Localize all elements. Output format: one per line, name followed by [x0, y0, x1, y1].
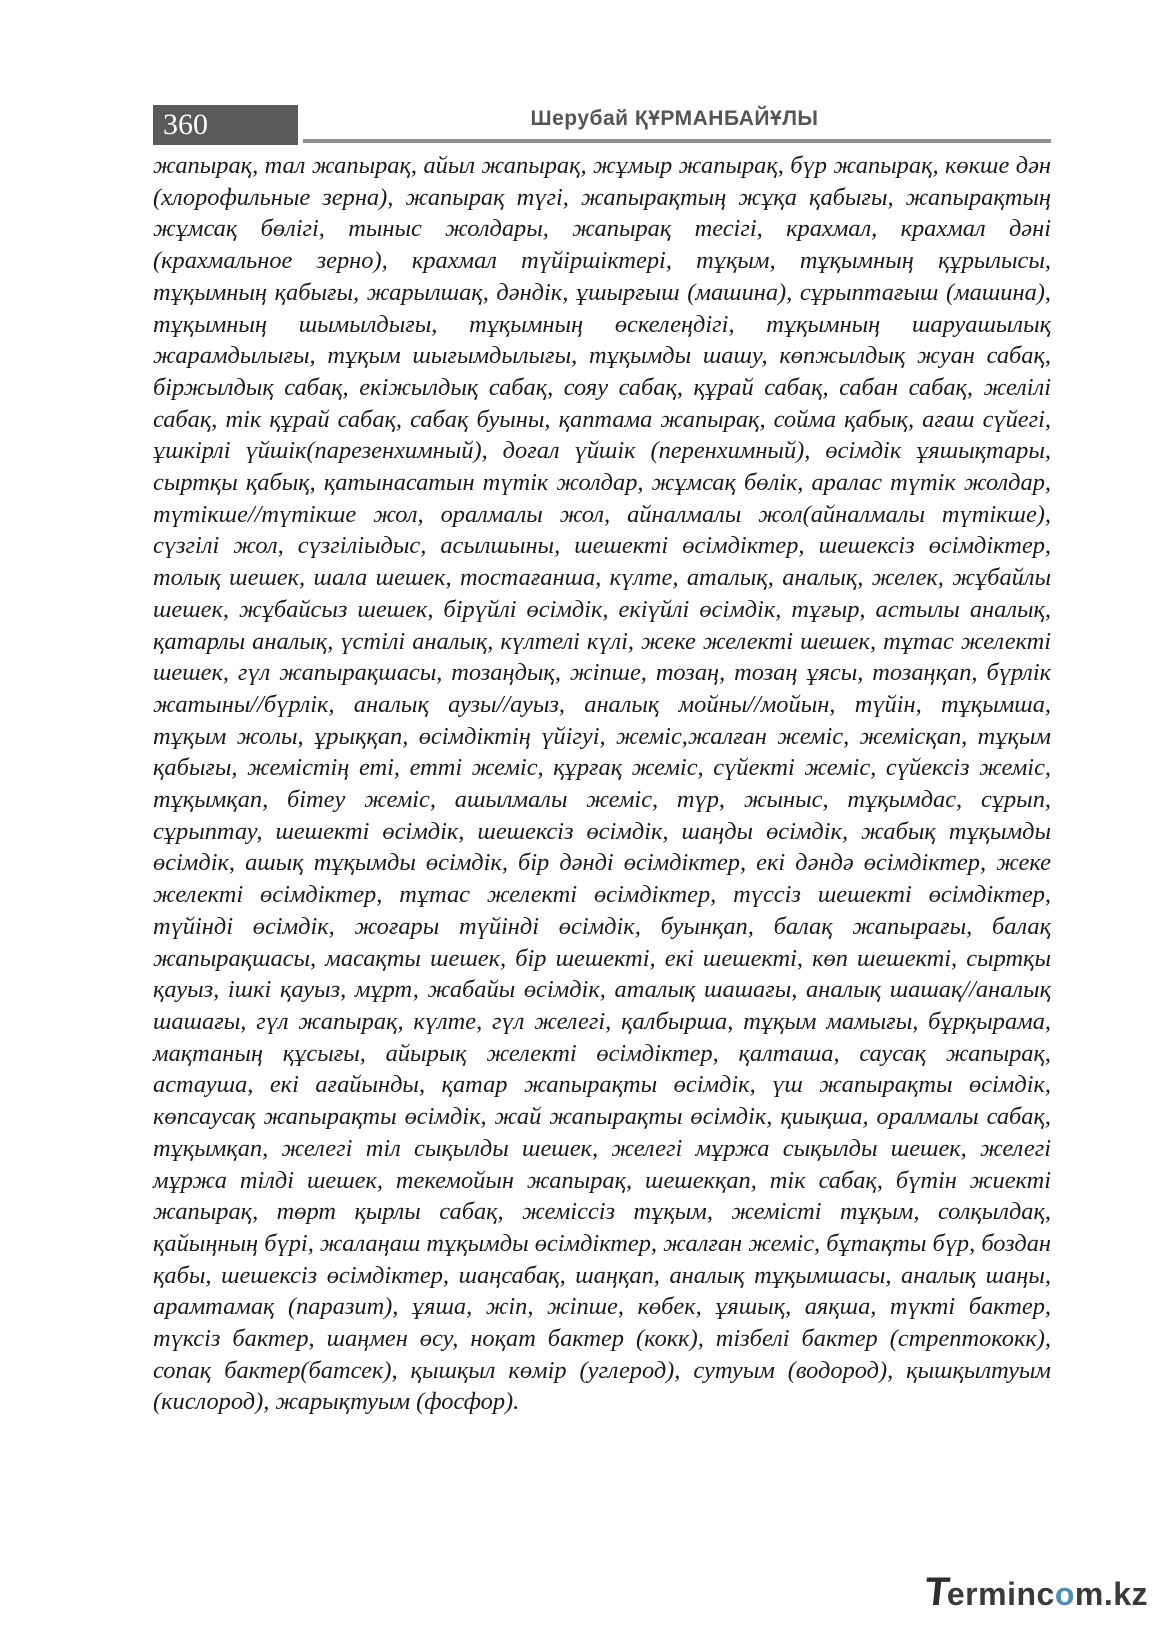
watermark-letter-t: T	[922, 1570, 953, 1614]
header-rule	[303, 139, 1051, 143]
watermark-part-2: c	[1036, 1576, 1055, 1612]
terminkom-watermark-logo	[922, 1570, 1148, 1615]
page-header	[153, 105, 1051, 145]
body-text: жапырақ, тал жапырақ, айыл жапырақ, жұмыр жапырақ, бүр жапырақ, көкше дән (хлорофильные зерна), жапырақ түгі, жапырақтың жұқа қабығы, жапырақтың жұмсақ бөлігі, тыныс жолдары, жапырақ тесігі, крахмал, крахмал дәні (крахмальное зерно), крахмал түйіршіктері, тұқым, тұқымның құрылысы, тұқымның қабығы, жарылшақ, дәндік, ұшырғыш (машина), сұрыптағыш (машина), тұқымның шымылдығы, тұқымның өскелеңдігі, тұқымның шаруашылық жарамдылығы, тұқым шығымдылығы, тұқымды шашу, көпжылдық жуан сабақ, біржылдық сабақ, екіжылдық сабақ, сояу сабақ, құрай сабақ, сабан сабақ, желілі сабақ, тік құрай сабақ, сабақ буыны, қаптама жапырақ, сойма қабық, ағаш сүйегі, ұшкірлі үйшік(парезенхимный), доғал үйшік (перенхимный), өсімдік ұяшықтары, сыртқы қабық, қатынасатын түтік жолдар, жұмсақ бөлік, аралас түтік жолдар, түтікше//түтікше жол, оралмалы жол, айналмалы жол(айналмалы түтікше), сүзгілі жол, сүзгіліыдыс, асылшыны, шешекті өсімдіктер, шешексіз өсімдіктер, толық шешек, шала шешек, тостағанша, күлте, аталық, аналық, желек, жұбайлы шешек, жұбайсыз шешек, бірүйлі өсімдік, екіүйлі өсімдік, тұғыр, астылы аналық, қатарлы аналық, үстілі аналық, күлтелі күлі, жеке желекті шешек, тұтас желекті шешек, гүл жапырақшасы, тозаңдық, жіпше, тозаң, тозаң ұясы, тозаңқап, бүрлік жатыны//бүрлік, аналық аузы//ауыз, аналық мойны//мойын, түйін, тұқымша, тұқым жолы, ұрыққап, өсімдіктің үйігуі, жеміс,жалған жеміс, жемісқап, тұқым қабығы, жемістің еті, етті жеміс, құрғақ жеміс, сүйекті жеміс, сүйексіз жеміс, тұқымқап, бітеу жеміс, ашылмалы жеміс, түр, жыныс, тұқымдас, сұрып, сұрыптау, шешекті өсімдік, шешексіз өсімдік, шаңды өсімдік, жабық тұқымды өсімдік, ашық тұқымды өсімдік, бір дәнді өсімдіктер, екі дәндә өсімдіктер, жеке желекті өсімдіктер, тұтас желекті өсімдіктер, түссіз шешекті өсімдіктер, түйінді өсімдік, жоғары түйінді өсімдік, буынқап, балақ жапырағы, балақ жапырақшасы, масақты шешек, бір шешекті, екі шешекті, көп шешекті, сыртқы қауыз, ішкі қауыз, мұрт, жабайы өсімдік, аталық шашағы, аналық шашақ//аналық шашағы, гүл жапырақ, күлте, гүл желегі, қалбырша, тұқым мамығы, бұрқырама, мақтаның құсығы, айырық желекті өсімдіктер, қалташа, саусақ жапырақ, астауша, екі ағайынды, қатар жапырақты өсімдік, үш жапырақты өсімдік, көпсаусақ жапырақты өсімдік, жай жапырақты өсімдік, қиықша, оралмалы сабақ, тұқымқап, желегі тіл сықылды шешек, желегі мұржа сықылды шешек, желегі мұржа тілді шешек, текемойын жапырақ, шешекқап, тік сабақ, бүтін жиекті жапырақ, төрт қырлы сабақ, жеміссіз тұқым, жемісті тұқым, солқылдақ, қайыңның бүрі, жалаңаш тұқымды өсімдіктер, жалған жеміс, бұтақты бүр, боздан қабы, шешексіз өсімдіктер, шаңсабақ, шаңқап, аналық тұқымшасы, аналық шаңы, арамтамақ (паразит), ұяша, жіп, жіпше, көбек, ұяшық, аяқша, түкті бактер, түксіз бактер, шаңмен өсу, ноқат бактер (кокк), тізбелі бактер (стрептококк), сопақ бактер(батсек), қышқыл көмір (углерод), сутуым (водород), қышқылтуым (кислород), жарықтуым (фосфор).	[153, 152, 1051, 1416]
author-name: Шерубай ҚҰРМАНБАЙҰЛЫ	[530, 107, 819, 130]
watermark-part-3: o	[1054, 1576, 1075, 1612]
watermark-part-1: ermin	[946, 1576, 1037, 1612]
page-number: 360	[163, 108, 208, 141]
page-number-box	[153, 105, 298, 145]
watermark-part-4: m.kz	[1074, 1576, 1148, 1612]
